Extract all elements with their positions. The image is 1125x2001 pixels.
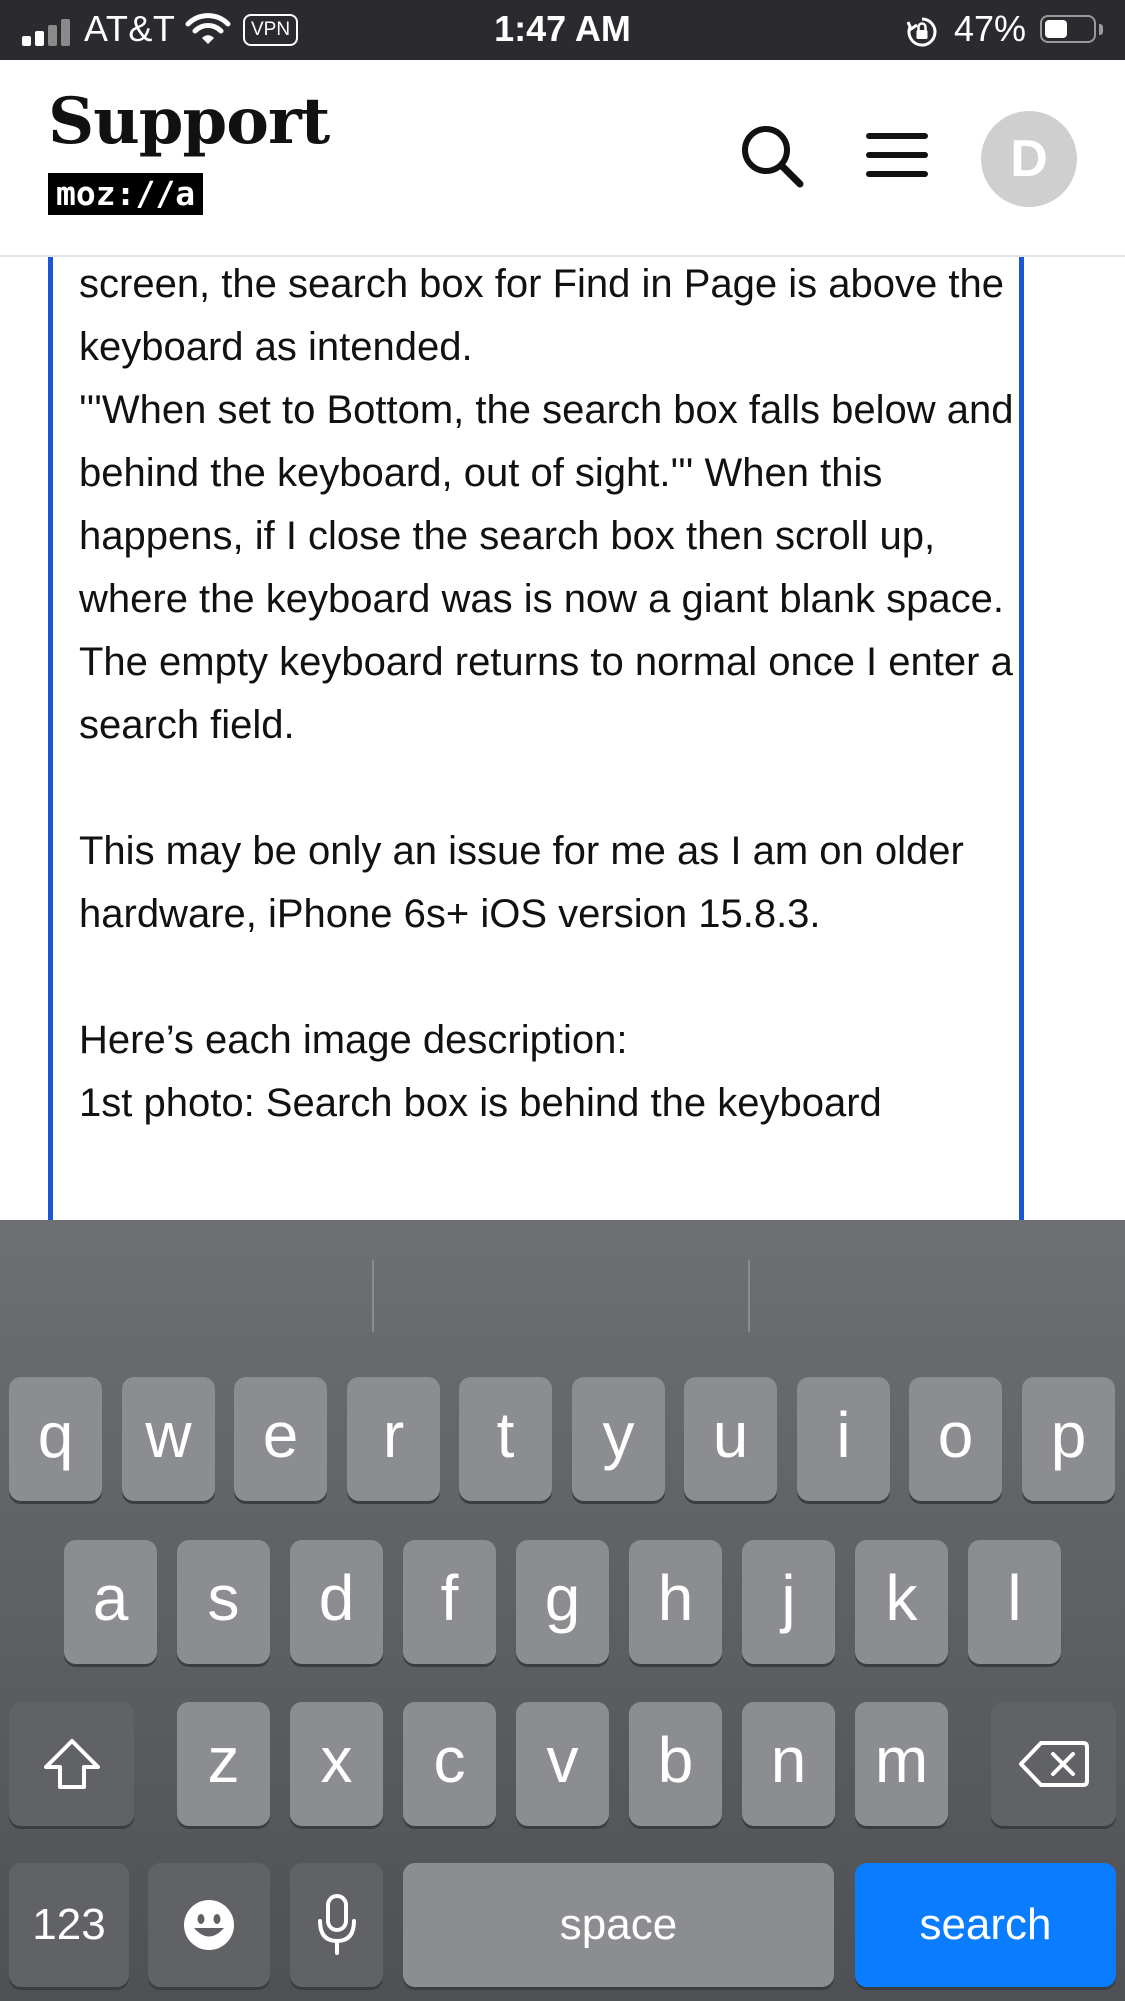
key-g[interactable]: g <box>516 1540 609 1664</box>
emoji-icon <box>148 1863 270 1987</box>
backspace-icon <box>991 1702 1116 1826</box>
key-b[interactable]: b <box>629 1702 722 1826</box>
shift-icon <box>9 1702 134 1826</box>
rotation-lock-icon <box>906 16 938 53</box>
post-content <box>0 257 1125 1220</box>
mozilla-logo[interactable]: moz://a <box>48 173 203 215</box>
search-icon[interactable] <box>738 122 806 195</box>
key-r[interactable]: r <box>347 1377 440 1501</box>
status-time: 1:47 AM <box>494 8 631 49</box>
key-c[interactable]: c <box>403 1702 496 1826</box>
post-paragraph: screen, the search box for Find in Page is above the keyboard as intended. <box>79 262 1004 369</box>
suggestion-divider <box>372 1260 374 1332</box>
battery-icon <box>1040 15 1096 43</box>
key-p[interactable]: p <box>1022 1377 1115 1501</box>
key-d[interactable]: d <box>290 1540 383 1664</box>
key-f[interactable]: f <box>403 1540 496 1664</box>
dictation-key[interactable] <box>290 1863 383 1987</box>
battery-tip <box>1099 24 1103 35</box>
search-key[interactable]: search <box>855 1863 1116 1987</box>
post-paragraph: Here’s each image description: <box>79 1018 628 1062</box>
post-paragraph: 1st photo: Search box is behind the keyboard <box>79 1081 882 1125</box>
key-y[interactable]: y <box>572 1377 665 1501</box>
status-bar <box>0 0 1125 60</box>
microphone-icon <box>290 1863 383 1987</box>
key-o[interactable]: o <box>909 1377 1002 1501</box>
key-m[interactable]: m <box>855 1702 948 1826</box>
site-header <box>0 60 1125 257</box>
key-w[interactable]: w <box>122 1377 215 1501</box>
key-l[interactable]: l <box>968 1540 1061 1664</box>
key-h[interactable]: h <box>629 1540 722 1664</box>
battery-fill <box>1045 20 1067 38</box>
emoji-key[interactable] <box>148 1863 270 1987</box>
suggestion-divider <box>748 1260 750 1332</box>
key-z[interactable]: z <box>177 1702 270 1826</box>
key-e[interactable]: e <box>234 1377 327 1501</box>
key-u[interactable]: u <box>684 1377 777 1501</box>
key-s[interactable]: s <box>177 1540 270 1664</box>
key-i[interactable]: i <box>797 1377 890 1501</box>
post-body <box>79 257 1019 1135</box>
hamburger-menu-icon[interactable] <box>866 130 928 185</box>
space-key[interactable]: space <box>403 1863 834 1987</box>
carrier-name: AT&T <box>84 8 176 49</box>
key-a[interactable]: a <box>64 1540 157 1664</box>
on-screen-keyboard <box>0 1220 1125 2001</box>
key-k[interactable]: k <box>855 1540 948 1664</box>
key-v[interactable]: v <box>516 1702 609 1826</box>
user-avatar[interactable]: D <box>981 111 1077 207</box>
post-paragraph: '''When set to Bottom, the search box falls below and behind the keyboard, out of sight.''' When this happens, if I close the search box then scroll up, where the keyboard was is now a giant blank space. The empty keyboard returns to normal once I enter a search field. <box>79 388 1014 747</box>
vpn-badge: VPN <box>243 14 298 46</box>
key-x[interactable]: x <box>290 1702 383 1826</box>
key-n[interactable]: n <box>742 1702 835 1826</box>
numbers-key[interactable]: 123 <box>9 1863 129 1987</box>
backspace-key[interactable] <box>991 1702 1116 1826</box>
key-j[interactable]: j <box>742 1540 835 1664</box>
shift-key[interactable] <box>9 1702 134 1826</box>
key-q[interactable]: q <box>9 1377 102 1501</box>
post-paragraph: This may be only an issue for me as I am on older hardware, iPhone 6s+ iOS version 15.8.3. <box>79 829 964 936</box>
site-title[interactable]: Support <box>48 84 330 159</box>
key-t[interactable]: t <box>459 1377 552 1501</box>
battery-percent: 47% <box>954 8 1027 49</box>
